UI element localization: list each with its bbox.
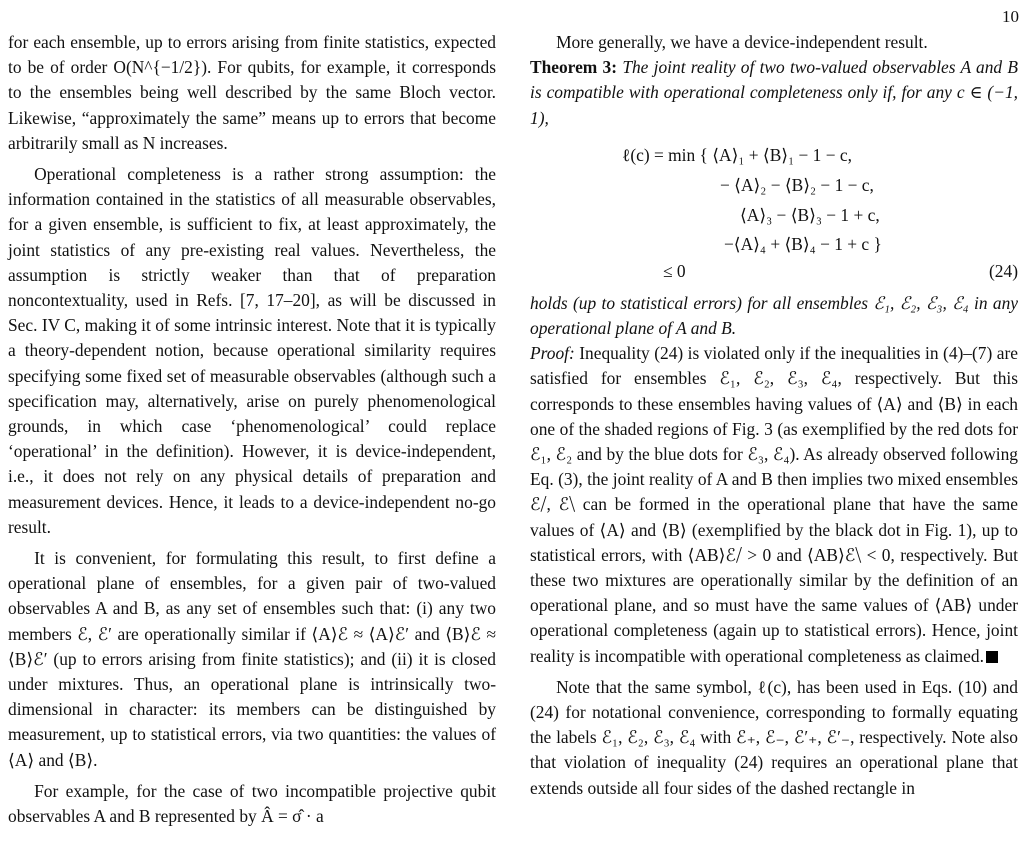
paragraph-4: For example, for the case of two incompatible projective qubit observables A and B represented by Â = σ̂ · a [8, 780, 496, 827]
page-number: 10 [1002, 7, 1019, 26]
right-column [530, 30, 1018, 801]
equation-line-5: ≤ 0 [663, 260, 686, 281]
theorem-statement: The joint reality of two two-valued observables A and B is compatible with operational completeness only if, for any c ∈ (−1, 1), [530, 57, 1018, 128]
equation-line-2: − ⟨A⟩₂ − ⟨B⟩₂ − 1 − c, [720, 174, 874, 195]
equation-line-3: ⟨A⟩₃ − ⟨B⟩₃ − 1 + c, [740, 204, 880, 225]
proof-text: Inequality (24) is violated only if the inequalities in (4)–(7) are satisfied for ensembles ℰ₁, ℰ₂, ℰ₃, ℰ₄, respectively. But this corresponds to these ensembles having values of ⟨A⟩ and ⟨B⟩ in each one of the shaded regions of Fig. 3 (as exemplified by the red dots for ℰ₁, ℰ₂ and by the blue dots for ℰ₃, ℰ₄). As already observed following Eq. (3), the joint reality of A and B then implies two mixed ensembles ℰ⧸, ℰ⧹ can be formed in the operational plane that have the same values of ⟨A⟩ and ⟨B⟩ (exemplified by the black dot in Fig. 1), up to statistical errors, with ⟨AB⟩ℰ⧸ > 0 and ⟨AB⟩ℰ⧹ < 0, respectively. But these two mixtures are operationally similar by the definition of an operational plane, and so must have the same values of ⟨AB⟩ under operational completeness (again up to statistical errors). Hence, joint reality is incompatible with operational completeness as claimed. [530, 343, 1018, 666]
paragraph-3: It is convenient, for formulating this result, to first define a operational plane of ensembles, for a given pair of two-valued observables A and B, as any set of ensembles such that: (i) any two members ℰ, ℰ′ are operationally similar if ⟨A⟩ℰ ≈ ⟨A⟩ℰ′ and ⟨B⟩ℰ ≈ ⟨B⟩ℰ′ (up to errors arising from finite statistics); and (ii) it is closed under mixtures. Thus, an operational plane is intrinsically two-dimensional in character: its members can be distinguished by measurement, up to statistical errors, via two quantities: the values of ⟨A⟩ and ⟨B⟩. [8, 548, 496, 770]
proof-label: Proof: [530, 343, 575, 364]
left-column [8, 30, 496, 829]
intro-paragraph: More generally, we have a device-independent result. [556, 32, 928, 52]
theorem-3 [530, 55, 1018, 131]
theorem-tail: holds (up to statistical errors) for all ensembles ℰ₁, ℰ₂, ℰ₃, ℰ₄ in any operational plane of A and B. [530, 292, 1018, 339]
final-paragraph: Note that the same symbol, ℓ(c), has been used in Eqs. (10) and (24) for notational convenience, corresponding to formally equating the labels ℰ₁, ℰ₂, ℰ₃, ℰ₄ with ℰ₊, ℰ₋, ℰ′₊, ℰ′₋, respectively. Note also that violation of inequality (24) requires an operational plane that extends outside all four sides of the dashed rectangle in [530, 676, 1018, 798]
equation-24 [530, 135, 1018, 287]
paragraph-1: for each ensemble, up to errors arising from finite statistics, expected to be of order O(N^{−1/2}). For qubits, for example, it corresponds to the ensembles being well described by the same Bloch vector. Likewise, “approximately the same” means up to errors that become arbitrarily small as N increases. [8, 32, 496, 153]
qed-square-icon [986, 651, 998, 663]
equation-line-4: −⟨A⟩₄ + ⟨B⟩₄ − 1 + c } [724, 233, 882, 254]
proof-paragraph [530, 341, 1018, 669]
paragraph-2: Operational completeness is a rather strong assumption: the information contained in the statistics of all measurable observables, for a given ensemble, is sufficient to fix, at least approximately, the joint statistics of any pre-existing real values. Nevertheless, the assumption is strictly weaker than that of preparation noncontextuality, used in Refs. [7, 17–20], as will be discussed in Sec. IV C, making it of some intrinsic interest. Note that it is typically a theory-dependent notion, because operational similarity requires specifying some fixed set of measurable observables (although such a specification may, alternatively, arise on purely phenomenological grounds, in which case ‘phenomenological’ could replace ‘operational’ in the definition). However, it is device-independent, i.e., it does not rely on any physical details of preparation and measurement devices. Hence, it leads to a device-independent no-go result. [8, 164, 496, 537]
equation-number: (24) [989, 260, 1018, 281]
theorem-label: Theorem 3: [530, 57, 618, 78]
equation-line-1: ℓ(c) = min { ⟨A⟩₁ + ⟨B⟩₁ − 1 − c, [622, 144, 852, 165]
